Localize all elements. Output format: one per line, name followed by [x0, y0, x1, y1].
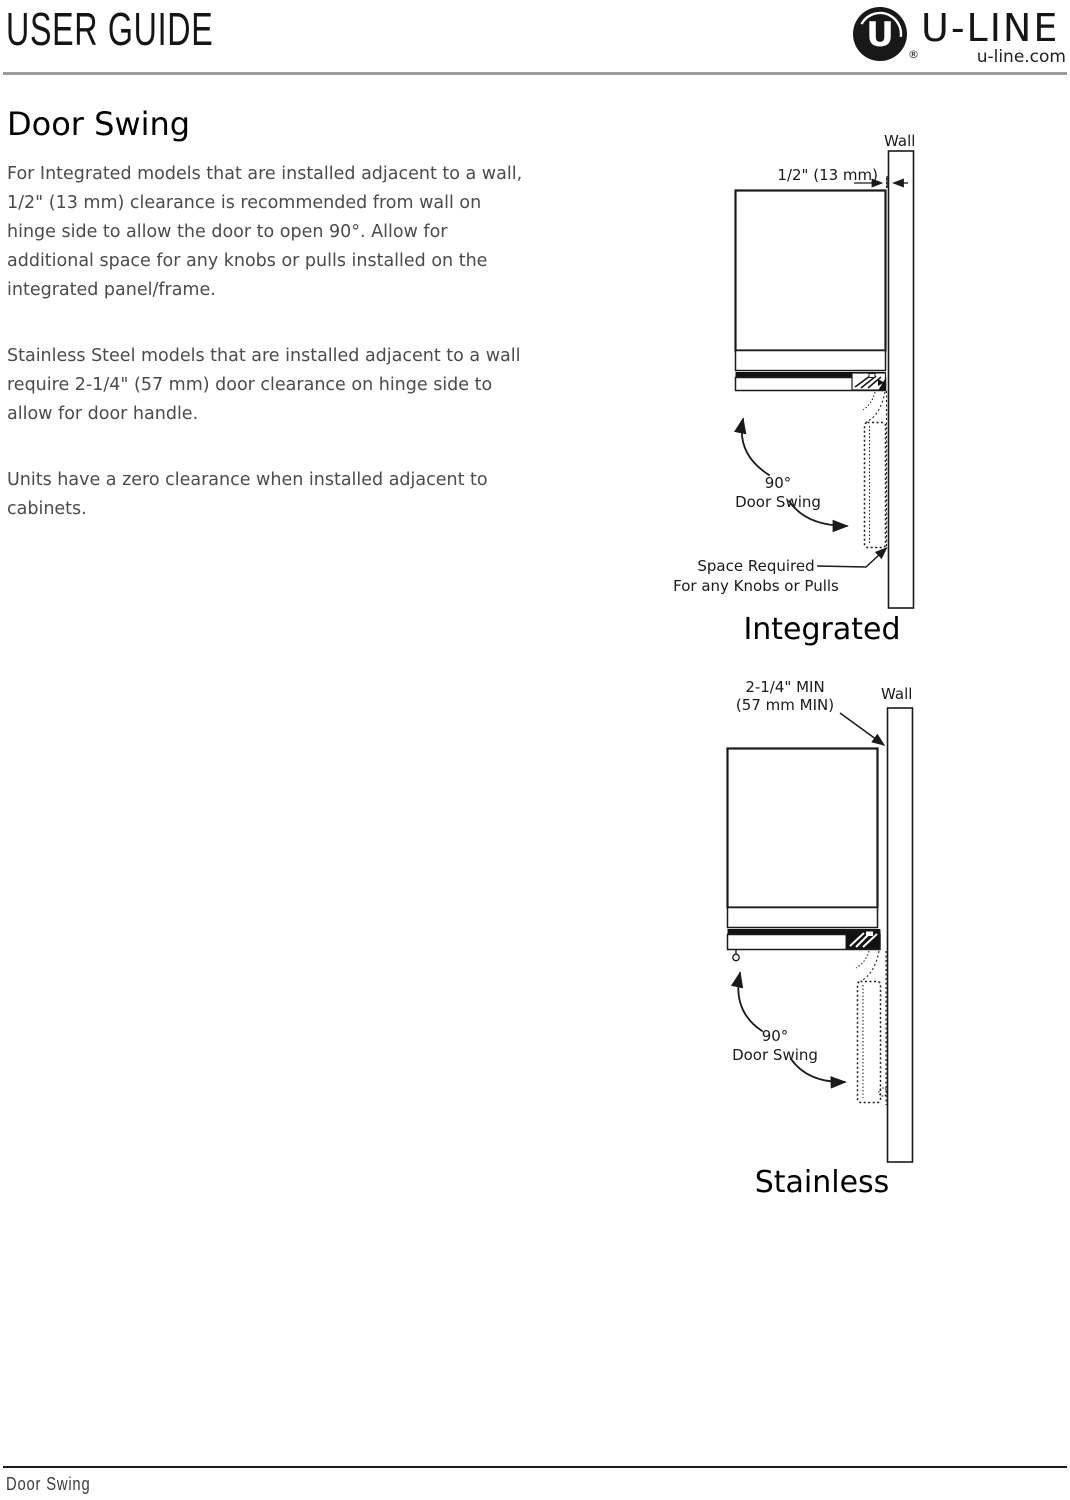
paragraph-integrated-clearance: For Integrated models that are installed adjacent to a wall, 1/2" (13 mm) clearance is recommended from wall on hinge side to allow the door to open 90°. Allow for additional space for any knobs or pulls installed on the integrated panel/frame. [7, 164, 523, 300]
wall-label: Wall [884, 132, 916, 150]
wall-rect [889, 151, 914, 608]
door-swing-path [863, 391, 887, 548]
logo-monogram: U [866, 15, 894, 55]
swing-text: Door Swing [732, 1046, 818, 1064]
section-title: Door Swing [7, 105, 191, 143]
cabinet-base-band [736, 351, 886, 371]
swing-text: Door Swing [735, 493, 821, 511]
diagram-caption-integrated: Integrated [743, 612, 901, 647]
swing-angle: 90° [764, 474, 792, 492]
uline-wordmark: U-LINE [921, 6, 1060, 50]
cabinet-rect [736, 191, 886, 351]
footer-divider [3, 1466, 1067, 1468]
clearance-dimension-label: 2-1/4" MIN (57 mm MIN) [735, 678, 835, 714]
registered-trademark: ® [908, 48, 919, 61]
open-door-outline [865, 423, 886, 548]
diagram-integrated [650, 130, 930, 660]
body-copy [7, 160, 529, 561]
doc-title: USER GUIDE [6, 3, 214, 55]
open-door-outline [858, 982, 888, 1103]
wall-label: Wall [881, 685, 913, 703]
stainless-drawing [650, 675, 930, 1205]
uline-logo-icon [851, 5, 909, 63]
wall-rect [888, 708, 913, 1162]
dimension-leader-arrow [840, 713, 884, 745]
footer-page-label: Door Swing [6, 1474, 91, 1494]
clearance-dimension-label: 1/2" (13 mm) [777, 166, 878, 184]
swing-arrow-up [738, 973, 762, 1031]
cabinet-base-band [728, 908, 878, 928]
door-handle [733, 950, 739, 961]
header-divider [3, 72, 1067, 75]
diagram-caption-stainless: Stainless [754, 1165, 890, 1200]
hinge-detail [852, 373, 886, 390]
paragraph-zero-clearance: Units have a zero clearance when installed adjacent to cabinets. [7, 470, 488, 519]
paragraph-stainless-clearance: Stainless Steel models that are installed adjacent to a wall require 2-1/4" (57 mm) door clearance on hinge side to allow for door handle. [7, 346, 521, 424]
swing-arrow-up [742, 419, 769, 475]
swing-angle: 90° [761, 1027, 789, 1045]
hinge-detail [846, 930, 880, 949]
door-swing-path [856, 951, 886, 1105]
door-swing-label [702, 474, 854, 512]
cabinet-rect [728, 749, 878, 908]
website-url: u-line.com [976, 47, 1066, 67]
door-swing-label [700, 1027, 850, 1065]
space-required-label: Space Required For any Knobs or Pulls [673, 557, 839, 595]
diagram-stainless [650, 675, 930, 1205]
